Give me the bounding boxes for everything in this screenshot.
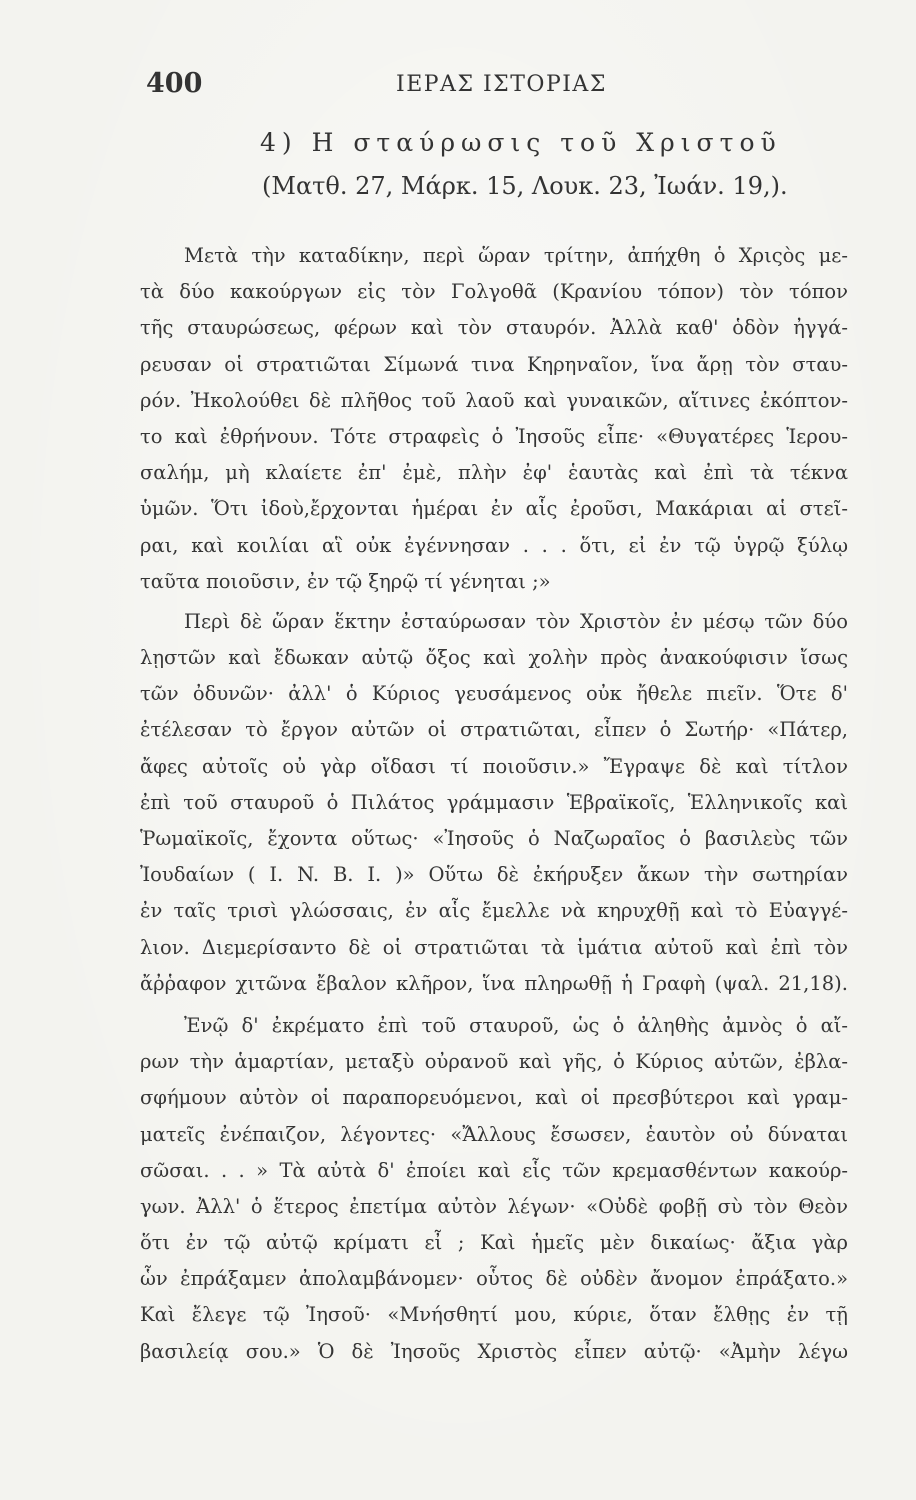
text-line: ὑμῶν. Ὅτι ἰδοὺ,ἔρχονται ἡμέραι ἐν αἷς ἐροῦσι, Μακάριαι αἱ στεῖ- [140, 497, 848, 521]
text-line: ἄφες αὐτοῖς οὐ γὰρ οἴδασι τί ποιοῦσιν.» Ἔγραψε δὲ καὶ τίτλον [140, 754, 848, 778]
paragraph-1 [140, 238, 848, 600]
text-line: ρων τὴν ἁμαρτίαν, μεταξὺ οὐρανοῦ καὶ γῆς, ὁ Κύριος αὐτῶν, ἐβλα- [140, 1050, 848, 1074]
text-line: Ἰουδαίων ( I. N. B. I. )» Οὕτω δὲ ἐκήρυξεν ἄκων τὴν σωτηρίαν [140, 863, 848, 887]
text-line: ἐτέλεσαν τὸ ἔργον αὐτῶν οἱ στρατιῶται, εἶπεν ὁ Σωτήρ· «Πάτερ, [140, 718, 848, 742]
text-line: Ῥωμαϊκοῖς, ἔχοντα οὕτως· «Ἰησοῦς ὁ Ναζωραῖος ὁ βασιλεὺς τῶν [140, 827, 848, 850]
text-line: γων. Ἀλλ' ὁ ἕτερος ἐπετίμα αὐτὸν λέγων· «Οὐδὲ φοβῇ σὺ τὸν Θεὸν [140, 1194, 848, 1218]
text-line: βασιλείᾳ σου.» Ὁ δὲ Ἰησοῦς Χριστὸς εἶπεν αὐτῷ· «Ἀμὴν λέγω [140, 1339, 848, 1363]
text-line: Καὶ ἔλεγε τῷ Ἰησοῦ· «Μνήσθητί μου, κύριε, ὅταν ἔλθῃς ἐν τῇ [140, 1303, 848, 1327]
text-line: το καὶ ἐθρήνουν. Τότε στραφεὶς ὁ Ἰησοῦς εἶπε· «Θυγατέρες Ἱερου- [140, 424, 848, 448]
text-line: ρόν. Ἠκολούθει δὲ πλῆθος τοῦ λαοῦ καὶ γυναικῶν, αἵτινες ἐκόπτον- [140, 388, 848, 412]
body-text [140, 238, 848, 1370]
text-line: ὧν ἐπράξαμεν ἀπολαμβάνομεν· οὗτος δὲ οὐδὲν ἄνομον ἐπράξατο.» [140, 1267, 848, 1291]
text-line: λιον. Διεμερίσαντο δὲ οἱ στρατιῶται τὰ ἱμάτια αὐτοῦ καὶ ἐπὶ τὸν [140, 935, 848, 959]
text-line: σαλήμ, μὴ κλαίετε ἐπ' ἐμὲ, πλὴν ἐφ' ἑαυτὰς καὶ ἐπὶ τὰ τέκνα [140, 461, 848, 485]
text-line: λῃστῶν καὶ ἔδωκαν αὐτῷ ὄξος καὶ χολὴν πρὸς ἀνακούφισιν ἴσως [140, 646, 848, 670]
text-line: ἐπὶ τοῦ σταυροῦ ὁ Πιλάτος γράμμασιν Ἑβραϊκοῖς, Ἑλληνικοῖς καὶ [140, 790, 848, 814]
text-line: ἄῤῥαφον χιτῶνα ἔβαλον κλῆρον, ἵνα πληρωθῇ ἡ Γραφὴ (ψαλ. 21,18). [140, 971, 848, 995]
paragraph-3 [140, 1008, 848, 1370]
text-line: Μετὰ τὴν καταδίκην, περὶ ὥραν τρίτην, ἀπήχθη ὁ Χριςὸς με- [184, 244, 848, 267]
text-line: σφήμουν αὐτὸν οἱ παραπορευόμενοι, καὶ οἱ πρεσβύτεροι καὶ γραμ- [140, 1086, 848, 1110]
text-line: Περὶ δὲ ὥραν ἕκτην ἐσταύρωσαν τὸν Χριστὸν ἐν μέσῳ τῶν δύο [184, 609, 848, 633]
text-line: Ἐνῷ δ' ἐκρέματο ἐπὶ τοῦ σταυροῦ, ὡς ὁ ἀληθὴς ἀμνὸς ὁ αἴ- [184, 1013, 848, 1037]
section-heading: 4) Η σταύρωσις τοῦ Χριστοῦ [260, 128, 782, 157]
running-title: ΙΕΡΑΣ ΙΣΤΟΡΙΑΣ [396, 72, 607, 97]
text-line: ραι, καὶ κοιλίαι αἳ οὐκ ἐγέννησαν . . . ὅτι, εἰ ἐν τῷ ὑγρῷ ξύλῳ [140, 533, 848, 557]
running-head [146, 68, 836, 104]
text-line: τῆς σταυρώσεως, φέρων καὶ τὸν σταυρόν. Ἀλλὰ καθ' ὁδὸν ἠγγά- [140, 316, 848, 340]
text-line: σῶσαι. . . » Τὰ αὐτὰ δ' ἐποίει καὶ εἷς τῶν κρεμασθέντων κακούρ- [140, 1158, 848, 1182]
paragraph-2 [140, 604, 848, 1002]
text-line: ὅτι ἐν τῷ αὐτῷ κρίματι εἶ ; Καὶ ἡμεῖς μὲν δικαίως· ἄξια γὰρ [140, 1231, 848, 1255]
page-number: 400 [146, 68, 203, 99]
text-line: ματεῖς ἐνέπαιζον, λέγοντες· «Ἄλλους ἔσωσεν, ἑαυτὸν οὐ δύναται [140, 1122, 848, 1146]
text-line: ταῦτα ποιοῦσιν, ἐν τῷ ξηρῷ τί γένηται ;» [140, 569, 551, 593]
text-line: ρευσαν οἱ στρατιῶται Σίμωνά τινα Κηρηναῖον, ἵνα ἄρῃ τὸν σταυ- [140, 352, 848, 376]
text-line: ἐν ταῖς τρισὶ γλώσσαις, ἐν αἷς ἔμελλε νὰ κηρυχθῇ καὶ τὸ Εὐαγγέ- [140, 899, 848, 923]
text-line: τὰ δύο κακούργων εἰς τὸν Γολγοθᾶ (Κρανίου τόπον) τὸν τόπον [140, 280, 848, 304]
text-line: τῶν ὀδυνῶν· ἀλλ' ὁ Κύριος γευσάμενος οὐκ ἤθελε πιεῖν. Ὅτε δ' [140, 682, 848, 706]
section-references: (Ματθ. 27, Μάρκ. 15, Λουκ. 23, Ἰωάν. 19,). [262, 172, 788, 200]
